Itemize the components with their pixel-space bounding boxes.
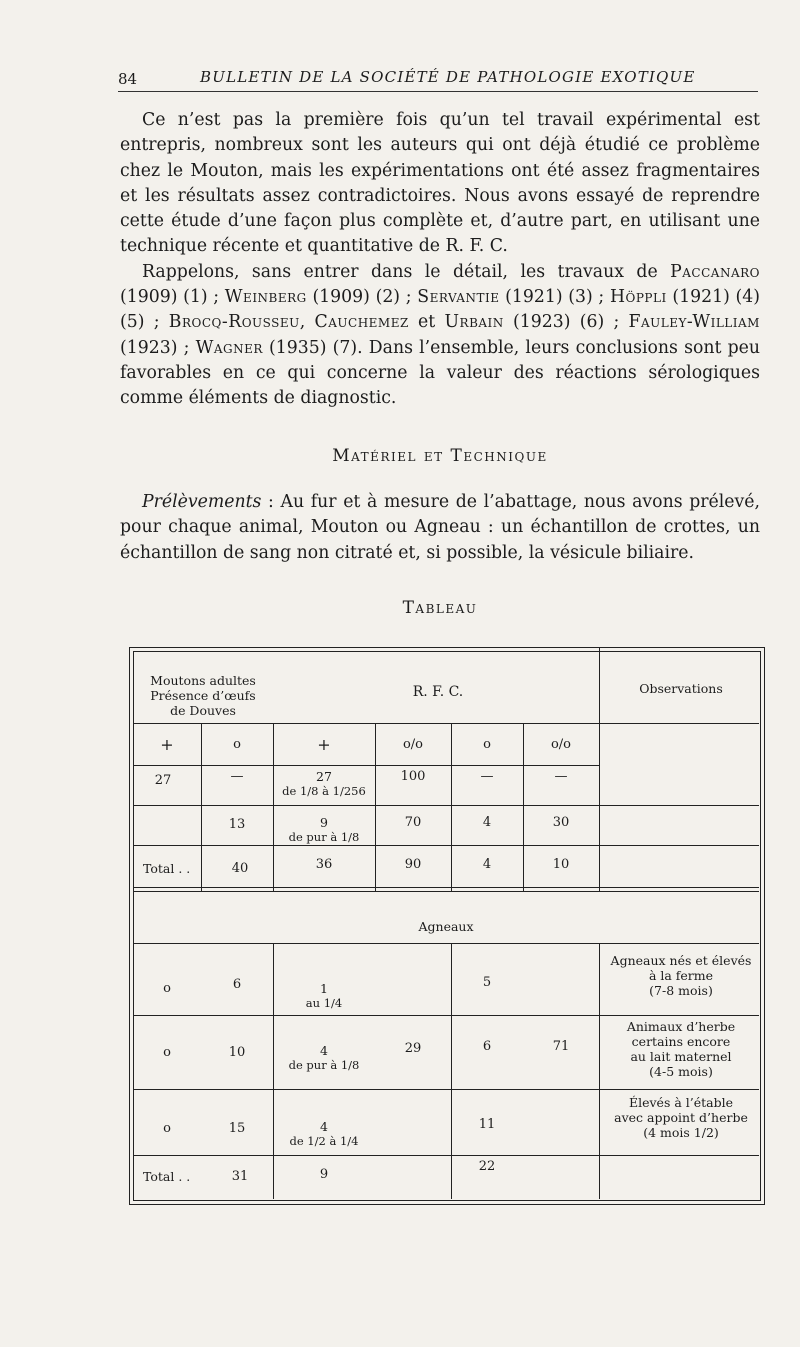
author-weinberg: Weinberg [224, 287, 307, 308]
m-r1-c5: — [480, 769, 494, 784]
m-r2-c4: 70 [404, 815, 422, 830]
m-total-label: Total . . [143, 861, 191, 876]
author-fauley-william: Fauley-William [628, 312, 760, 333]
col-sep-obs [599, 647, 600, 891]
rule-a-row3 [133, 1155, 759, 1156]
col1-header-line3: de Douves [170, 703, 236, 718]
m-r1-c4: 100 [400, 769, 426, 784]
a-r2-c6: 71 [552, 1039, 570, 1054]
rule-a-row2 [133, 1089, 759, 1090]
a-r3-c3-value: 4 [320, 1119, 328, 1134]
author-urbain: Urbain [444, 312, 504, 333]
a-r1-c1: o [163, 981, 171, 996]
m-total-c1: 40 [231, 861, 249, 876]
m-r2-c3-value: 9 [320, 815, 328, 830]
a-r3-obs-line3: (4 mois 1/2) [643, 1125, 719, 1140]
m-rfc-plus: + [317, 735, 331, 754]
a-r1-obs-line3: (7-8 mois) [649, 983, 713, 998]
m-r1-c2: — [230, 769, 244, 784]
m-r1-c3-sub: de 1/8 à 1/256 [282, 784, 366, 798]
m-r1-c3 [273, 769, 375, 799]
refs-text-4: (1921) (4) (5) ; [120, 287, 761, 333]
m-total-c3: 36 [315, 857, 333, 872]
m-zero2: o [483, 737, 491, 752]
a-r1-c3-value: 1 [320, 981, 328, 996]
m-r2-c3-sub: de pur à 1/8 [288, 830, 360, 844]
intro-paragraph: Ce n’est pas la première fois qu’un tel travail expérimental est entrepris, nombreux sont les auteurs qui ont déjà étudié ce problème chez le Mouton, mais les expérimentations ont été assez fragmentaires et les résultats assez contradictoires. Nous avons essayé de reprendre cette étude d’une façon plus complète et, d’autre part, en utilisant une technique récente et quantitative de R. F. C. [120, 110, 760, 257]
m-zero: o [233, 737, 241, 752]
a-r2-obs-line3: au lait maternel [630, 1049, 732, 1064]
refs-text-2: (1909) (2) ; [306, 287, 418, 308]
page-number: 84 [118, 70, 138, 88]
prelevements-label: Prélèvements [142, 492, 262, 512]
section-heading: Matériel et Technique [332, 446, 548, 466]
agneaux-title: Agneaux [418, 919, 474, 934]
a-r3-c5: 11 [478, 1117, 496, 1132]
a-total-c5: 22 [478, 1159, 496, 1174]
a-r2-obs-line1: Animaux d’herbe [626, 1019, 736, 1034]
a-r3-obs-line2: avec appoint d’herbe [614, 1110, 748, 1125]
m-r1-c6: — [554, 769, 568, 784]
a-r2-c4: 29 [404, 1041, 422, 1056]
m-r2-c6: 30 [552, 815, 570, 830]
a-total-label: Total . . [143, 1169, 191, 1184]
refs-text-1: (1909) (1) ; [120, 287, 225, 308]
prelevements-text: : Au fur et à mesure de l’abattage, nous avons prélevé, pour chaque animal, Mouton ou Agneau : un échantillon de crottes, un échantillon de sang non citraté et, si possible, la vésicule biliaire. [120, 492, 760, 563]
a-r2-c3 [273, 1043, 375, 1073]
col1-header-line1: Moutons adultes [150, 673, 256, 688]
a-r3-c3 [273, 1119, 375, 1149]
m-pct1: o/o [402, 737, 424, 752]
a-r1-c3-sub: au 1/4 [305, 996, 343, 1010]
header-rule [118, 91, 758, 92]
m-total-c6: 10 [552, 857, 570, 872]
col1-header [135, 673, 271, 718]
a-r3-observations [601, 1095, 761, 1140]
a-r1-c5: 5 [482, 975, 492, 990]
rfc-header: R. F. C. [412, 684, 464, 700]
col1-header-line2: Présence d’œufs [150, 688, 256, 703]
running-header [118, 64, 758, 90]
author-cauchemez: Cauchemez [314, 312, 409, 333]
a-total-c2: 31 [231, 1169, 249, 1184]
m-r1-c3-value: 27 [316, 769, 332, 784]
rule-header-bottom [133, 723, 759, 724]
refs-text-6: et [408, 312, 445, 333]
author-paccanaro: Paccanaro [670, 261, 760, 282]
a-r2-c2: 10 [228, 1045, 246, 1060]
m-total-c4: 90 [404, 857, 422, 872]
refs-text-9: (1935) (7). Dans l’ensemble, leurs conclusions sont peu favorables en ce qui concerne la valeur des réactions sérologiques comme éléments de diagnostic. [120, 337, 760, 409]
author-hoppli: Höppli [609, 287, 667, 308]
journal-title: BULLETIN DE LA SOCIÉTÉ DE PATHOLOGIE EXOTIQUE [200, 68, 696, 86]
m-total-c5: 4 [482, 857, 492, 872]
a-r2-observations [601, 1019, 761, 1079]
prelevements-block [120, 490, 760, 566]
a-r1-c3 [273, 981, 375, 1011]
rule-m-row1 [133, 805, 759, 806]
a-r2-c1: o [163, 1045, 171, 1060]
rule-m-subheader [133, 765, 599, 766]
a-r3-c2: 15 [228, 1121, 246, 1136]
rule-a-row1 [133, 1015, 759, 1016]
refs-text-3: (1921) (3) ; [499, 287, 610, 308]
m-r2-c2: 13 [228, 817, 246, 832]
results-table [129, 647, 765, 1205]
m-r1-c1: 27 [154, 773, 172, 788]
a-r2-c3-value: 4 [320, 1043, 328, 1058]
author-servantie: Servantie [417, 287, 500, 308]
a-r2-obs-line2: certains encore [631, 1034, 731, 1049]
a-r2-c3-sub: de pur à 1/8 [288, 1058, 360, 1072]
a-r2-obs-line4: (4-5 mois) [649, 1064, 713, 1079]
a-r3-obs-line1: Élevés à l’étable [628, 1095, 734, 1110]
intro-text-block [120, 108, 760, 412]
m-plus: + [160, 735, 174, 754]
a-r1-obs-line2: à la ferme [648, 968, 714, 983]
m-pct2: o/o [550, 737, 572, 752]
a-r3-c1: o [163, 1121, 171, 1136]
refs-text-5: , [299, 312, 315, 333]
refs-text-7: (1923) (6) ; [503, 312, 629, 333]
references-paragraph [120, 260, 760, 412]
rule-m-total-a [133, 887, 759, 888]
a-r1-obs-line1: Agneaux nés et élevés [610, 953, 752, 968]
a-total-c3: 9 [319, 1167, 329, 1182]
rule-m-total-b [133, 891, 759, 892]
refs-text-8: (1923) ; [120, 337, 196, 358]
prelevements-paragraph [120, 490, 760, 566]
refs-lead: Rappelons, sans entrer dans le détail, les travaux de [142, 261, 671, 282]
table-title: Tableau [402, 598, 478, 618]
author-brocq-rousseu: Brocq-Rousseu [168, 312, 300, 333]
rule-m-row2 [133, 845, 759, 846]
a-col-sep-obs [599, 943, 600, 1199]
a-r1-observations [601, 953, 761, 998]
observations-header: Observations [639, 681, 723, 696]
a-r3-c3-sub: de 1/2 à 1/4 [289, 1134, 359, 1148]
author-wagner: Wagner [195, 337, 263, 358]
a-r2-c5: 6 [482, 1039, 492, 1054]
rule-agneaux-title [133, 943, 759, 944]
a-r1-c2: 6 [232, 977, 242, 992]
m-r2-c3 [273, 815, 375, 845]
m-r2-c5: 4 [482, 815, 492, 830]
